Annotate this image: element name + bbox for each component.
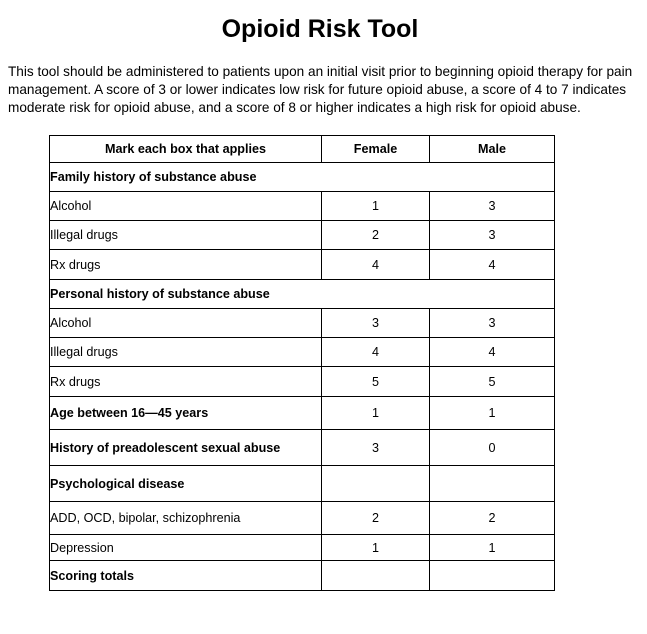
totals-row bbox=[50, 561, 555, 591]
section-label: Family history of substance abuse bbox=[50, 163, 555, 192]
female-score[interactable]: 2 bbox=[322, 221, 430, 250]
male-total[interactable] bbox=[430, 561, 555, 591]
female-score[interactable]: 1 bbox=[322, 397, 430, 430]
male-score[interactable]: 3 bbox=[430, 192, 555, 221]
item-label: Alcohol bbox=[50, 192, 322, 221]
section-row-personal bbox=[50, 280, 555, 309]
table-row bbox=[50, 192, 555, 221]
female-score[interactable]: 4 bbox=[322, 250, 430, 280]
table-header-row bbox=[50, 136, 555, 163]
table-row bbox=[50, 338, 555, 367]
male-score[interactable]: 3 bbox=[430, 309, 555, 338]
male-score[interactable]: 3 bbox=[430, 221, 555, 250]
female-score[interactable]: 3 bbox=[322, 309, 430, 338]
table-row-sexual-abuse bbox=[50, 430, 555, 466]
table-row bbox=[50, 535, 555, 561]
section-row-family bbox=[50, 163, 555, 192]
table-row-age bbox=[50, 397, 555, 430]
page-title: Opioid Risk Tool bbox=[221, 15, 419, 43]
item-label: Age between 16—45 years bbox=[50, 397, 322, 430]
female-score[interactable]: 1 bbox=[322, 535, 430, 561]
male-score[interactable]: 1 bbox=[430, 535, 555, 561]
male-score[interactable]: 4 bbox=[430, 338, 555, 367]
table-row bbox=[50, 502, 555, 535]
section-label: Psychological disease bbox=[50, 466, 322, 502]
item-label: Rx drugs bbox=[50, 250, 322, 280]
section-row-psych bbox=[50, 466, 555, 502]
item-label: ADD, OCD, bipolar, schizophrenia bbox=[50, 502, 322, 535]
male-score[interactable]: 5 bbox=[430, 367, 555, 397]
female-score[interactable]: 1 bbox=[322, 192, 430, 221]
header-male: Male bbox=[430, 136, 555, 163]
item-label: Alcohol bbox=[50, 309, 322, 338]
header-female: Female bbox=[322, 136, 430, 163]
table-row bbox=[50, 367, 555, 397]
female-score[interactable]: 2 bbox=[322, 502, 430, 535]
table-row bbox=[50, 309, 555, 338]
totals-label: Scoring totals bbox=[50, 561, 322, 591]
section-label: Personal history of substance abuse bbox=[50, 280, 555, 309]
female-score[interactable]: 5 bbox=[322, 367, 430, 397]
female-score[interactable]: 3 bbox=[322, 430, 430, 466]
male-score[interactable]: 1 bbox=[430, 397, 555, 430]
header-label: Mark each box that applies bbox=[50, 136, 322, 163]
female-total[interactable] bbox=[322, 561, 430, 591]
item-label: Depression bbox=[50, 535, 322, 561]
female-score-empty[interactable] bbox=[322, 466, 430, 502]
intro-paragraph: This tool should be administered to patients upon an initial visit prior to beginning opioid therapy for pain management. A score of 3 or lower indicates low risk for future opioid abuse, a score of 4 to 7 indicates moderate risk for opioid abuse, and a score of 8 or higher indicates a high risk for opioid abuse. bbox=[8, 64, 633, 115]
risk-table bbox=[49, 135, 555, 591]
item-label: Rx drugs bbox=[50, 367, 322, 397]
male-score[interactable]: 2 bbox=[430, 502, 555, 535]
item-label: Illegal drugs bbox=[50, 221, 322, 250]
table-row bbox=[50, 250, 555, 280]
male-score[interactable]: 0 bbox=[430, 430, 555, 466]
female-score[interactable]: 4 bbox=[322, 338, 430, 367]
table-row bbox=[50, 221, 555, 250]
male-score-empty[interactable] bbox=[430, 466, 555, 502]
item-label: Illegal drugs bbox=[50, 338, 322, 367]
item-label: History of preadolescent sexual abuse bbox=[50, 430, 322, 466]
male-score[interactable]: 4 bbox=[430, 250, 555, 280]
